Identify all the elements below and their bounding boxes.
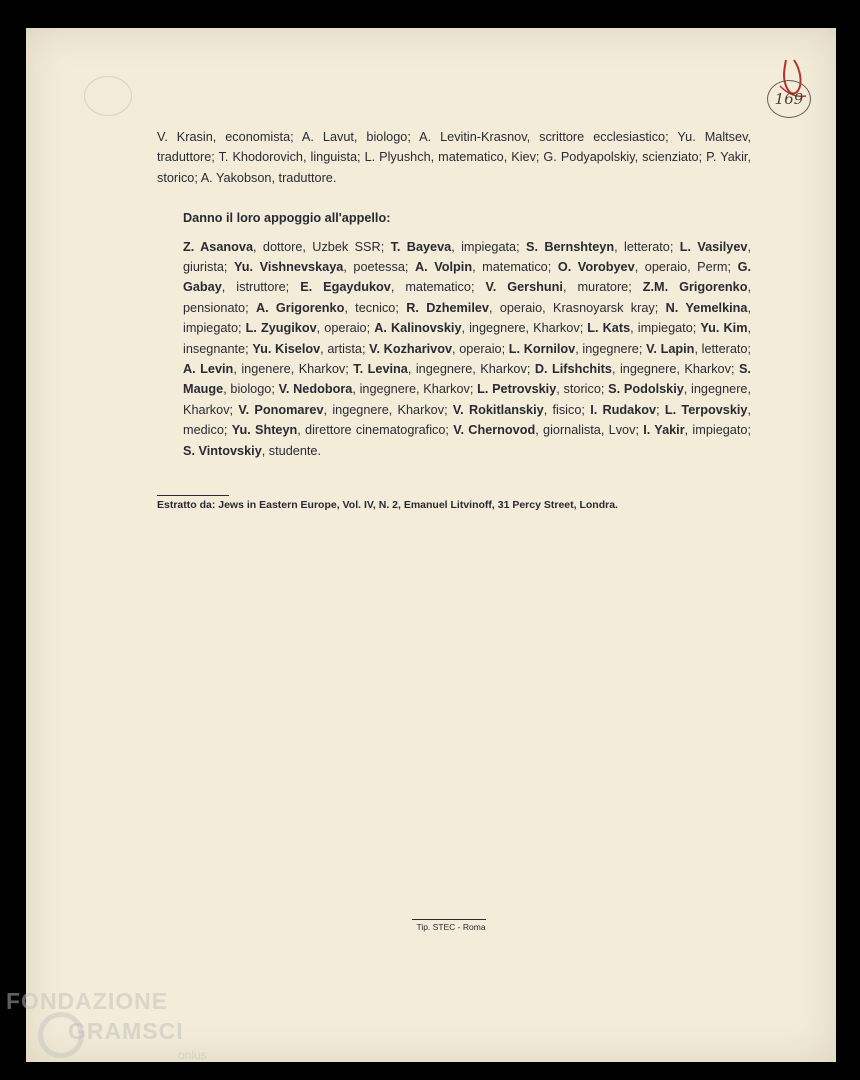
signer-description: , insegnante xyxy=(183,321,752,356)
signer-entry: L. Vasilyev, giurista; xyxy=(183,239,751,275)
signer-description: , ingegnere, Kharkov xyxy=(407,362,527,377)
signer-description: , ingegnere, Kharkov xyxy=(461,321,580,336)
signer-description: , giurista xyxy=(183,239,751,275)
signer-description: , ingegnere, Kharkov xyxy=(611,362,731,377)
signer-entry: V. Lapin, letterato; xyxy=(646,341,752,356)
faint-stamp-mark xyxy=(84,76,132,116)
signer-entry: G. Gabay, istruttore; xyxy=(183,260,751,295)
signer-name: E. Egaydukov xyxy=(300,280,391,295)
watermark-logo xyxy=(6,988,216,1078)
signer-entry: S. Mauge, biologo; xyxy=(183,362,751,397)
signer-name: A. Grigorenko xyxy=(255,300,345,315)
signer-description: , operaio xyxy=(452,341,502,356)
signer-description: , direttore cinematografico xyxy=(297,423,446,438)
signer-description: , operaio xyxy=(316,321,367,336)
signer-name: V. Rokitlanskiy xyxy=(452,402,544,417)
signer-entry: S. Vintovskiy, studente. xyxy=(183,443,322,458)
signer-entry: E. Egaydukov, matematico; xyxy=(300,280,486,295)
signer-description: , ingegnere, Kharkov xyxy=(323,402,445,417)
signer-description: , fisico xyxy=(543,402,582,417)
signer-name: T. Bayeva xyxy=(390,239,452,254)
signer-name: Yu. Shteyn xyxy=(231,423,298,438)
signer-description: , operaio, Perm xyxy=(634,260,728,275)
signer-entry: N. Yemelkina, impiegato; xyxy=(183,300,751,336)
signer-name: I. Yakir xyxy=(643,423,685,438)
source-note: Estratto da: Jews in Eastern Europe, Vol. IV, N. 2, Emanuel Litvinoff, 31 Percy Street, Londra. xyxy=(157,499,618,511)
signer-description: , artista xyxy=(320,341,362,356)
printer-divider xyxy=(412,919,486,920)
signer-entry: T. Bayeva, impiegata; xyxy=(390,239,526,254)
signer-entry: V. Rokitlanskiy, fisico; xyxy=(452,402,591,417)
signer-name: V. Kozharivov xyxy=(369,341,453,356)
signer-description: , biologo xyxy=(223,382,272,397)
signer-description: , storico xyxy=(556,382,601,397)
signer-description: , muratore xyxy=(562,280,629,295)
signer-entry: V. Nedobora, ingegnere, Kharkov; xyxy=(278,382,478,397)
signer-entry: V. Gershuni, muratore; xyxy=(485,280,643,295)
signer-name: G. Gabay xyxy=(183,260,751,295)
signer-name: V. Nedobora xyxy=(278,382,353,397)
signer-entry: V. Chernovod, giornalista, Lvov; xyxy=(453,423,644,438)
signer-description: , ingegnere xyxy=(575,341,639,356)
signer-description: , impiegato xyxy=(684,423,748,438)
signer-name: A. Kalinovskiy xyxy=(374,321,462,336)
signer-entry: L. Zyugikov, operaio; xyxy=(245,321,375,336)
signer-name: O. Vorobyev xyxy=(557,260,635,275)
signer-entry: L. Kornilov, ingegnere; xyxy=(508,341,647,356)
signers-paragraph xyxy=(183,237,751,461)
signer-name: S. Bernshteyn xyxy=(525,239,615,254)
signer-description: , impiegato xyxy=(630,321,693,336)
signer-entry: A. Grigorenko, tecnico; xyxy=(255,300,407,315)
signer-entry: Z. Asanova, dottore, Uzbek SSR; xyxy=(183,239,391,254)
signer-name: N. Yemelkina xyxy=(665,300,748,315)
watermark-line1: FONDAZIONE xyxy=(6,988,169,1014)
signer-name: Z. Asanova xyxy=(183,239,254,254)
signer-description: , letterato xyxy=(694,341,748,356)
signer-name: Z.M. Grigorenko xyxy=(642,280,748,295)
signer-entry: L. Kats, impiegato; xyxy=(587,321,701,336)
source-divider xyxy=(157,495,229,496)
signer-description: , matematico xyxy=(472,260,548,275)
signer-description: , impiegata xyxy=(451,239,517,254)
signer-description: , letterato xyxy=(614,239,670,254)
signer-entry: Yu. Vishnevskaya, poetessa; xyxy=(234,260,415,275)
signer-name: L. Vasilyev xyxy=(679,239,748,254)
signer-name: V. Ponomarev xyxy=(238,402,324,417)
page-number: 169 xyxy=(767,80,811,118)
signer-name: A. Levin xyxy=(183,362,234,377)
signer-description: , ingenere, Kharkov xyxy=(233,362,346,377)
signer-entry: S. Podolskiy, ingegnere, Kharkov; xyxy=(183,382,752,417)
intro-paragraph: V. Krasin, economista; A. Lavut, biologo; A. Levitin-Krasnov, scrittore ecclesiastico; Yu. Maltsev, traduttore; T. Khodorovich, linguista; L. Plyushch, matematico, Kiev; G. Podyapolskiy, scienziato; P. Yakir, storico; A. Yakobson, traduttore. xyxy=(157,130,751,185)
signer-description: , impiegato xyxy=(183,300,751,336)
signer-entry: L. Petrovskiy, storico; xyxy=(477,382,609,397)
signer-description: , poetessa xyxy=(343,260,405,275)
signer-name: D. Lifshchits xyxy=(534,362,612,377)
signer-name: Yu. Kim xyxy=(700,321,748,336)
signer-entry: D. Lifshchits, ingegnere, Kharkov; xyxy=(534,362,739,377)
signer-name: A. Volpin xyxy=(415,260,473,275)
signer-name: S. Vintovskiy xyxy=(183,443,262,458)
watermark-line2: GRAMSCI xyxy=(68,1018,184,1044)
signer-name: S. Mauge xyxy=(183,362,751,397)
signer-entry: V. Kozharivov, operaio; xyxy=(369,341,509,356)
signer-description: , operaio, Krasnoyarsk kray xyxy=(488,300,655,315)
signer-description: , istruttore xyxy=(221,280,286,295)
signer-description: , matematico xyxy=(390,280,471,295)
signer-description: , giornalista, Lvov xyxy=(535,423,636,438)
signer-name: V. Chernovod xyxy=(453,423,536,438)
support-heading: Danno il loro appoggio all'appello: xyxy=(183,211,391,226)
signer-description: , tecnico xyxy=(344,300,396,315)
signer-entry: R. Dzhemilev, operaio, Krasnoyarsk kray; xyxy=(406,300,666,315)
signer-entry: Z.M. Grigorenko, pensionato; xyxy=(183,280,752,315)
signer-entry: L. Terpovskiy, medico; xyxy=(183,402,752,438)
signer-name: L. Kornilov xyxy=(508,341,576,356)
signer-name: L. Zyugikov xyxy=(245,321,317,336)
signer-entry: Yu. Kiselov, artista; xyxy=(252,341,370,356)
signer-name: L. Terpovskiy xyxy=(664,402,748,417)
signer-name: L. Petrovskiy xyxy=(477,382,557,397)
signer-description: , studente xyxy=(261,443,318,458)
signer-name: V. Gershuni xyxy=(485,280,563,295)
signer-entry: A. Kalinovskiy, ingegnere, Kharkov; xyxy=(374,321,588,336)
signer-name: Yu. Kiselov xyxy=(252,341,321,356)
signer-entry: S. Bernshteyn, letterato; xyxy=(525,239,680,254)
signer-name: Yu. Vishnevskaya xyxy=(234,260,344,275)
signer-description: , medico xyxy=(183,402,752,438)
signer-name: S. Podolskiy xyxy=(608,382,684,397)
signer-entry: Yu. Kim, insegnante; xyxy=(183,321,752,356)
signer-name: L. Kats xyxy=(587,321,631,336)
signer-entry: T. Levina, ingegnere, Kharkov; xyxy=(353,362,535,377)
signer-entry: A. Levin, ingenere, Kharkov; xyxy=(183,362,354,377)
printer-note: Tip. STEC - Roma xyxy=(416,922,486,932)
signer-entry: A. Volpin, matematico; xyxy=(415,260,558,275)
signer-description: , dottore, Uzbek SSR xyxy=(253,239,381,254)
signer-entry: Yu. Shteyn, direttore cinematografico; xyxy=(231,423,454,438)
signer-entry: O. Vorobyev, operaio, Perm; xyxy=(557,260,738,275)
signer-name: R. Dzhemilev xyxy=(406,300,489,315)
signer-name: V. Lapin xyxy=(646,341,695,356)
signer-entry: V. Ponomarev, ingegnere, Kharkov; xyxy=(238,402,453,417)
signer-name: T. Levina xyxy=(353,362,408,377)
signer-name: I. Rudakov xyxy=(590,402,657,417)
signer-description: , pensionato xyxy=(183,280,752,315)
signer-description: , ingegnere, Kharkov xyxy=(352,382,470,397)
signer-entry: I. Yakir, impiegato; xyxy=(643,423,751,438)
document-body xyxy=(157,127,751,461)
watermark-suffix: onlus xyxy=(178,1048,207,1062)
signer-entry: I. Rudakov; xyxy=(590,402,665,417)
signer-description: , ingegnere, Kharkov xyxy=(183,382,752,417)
